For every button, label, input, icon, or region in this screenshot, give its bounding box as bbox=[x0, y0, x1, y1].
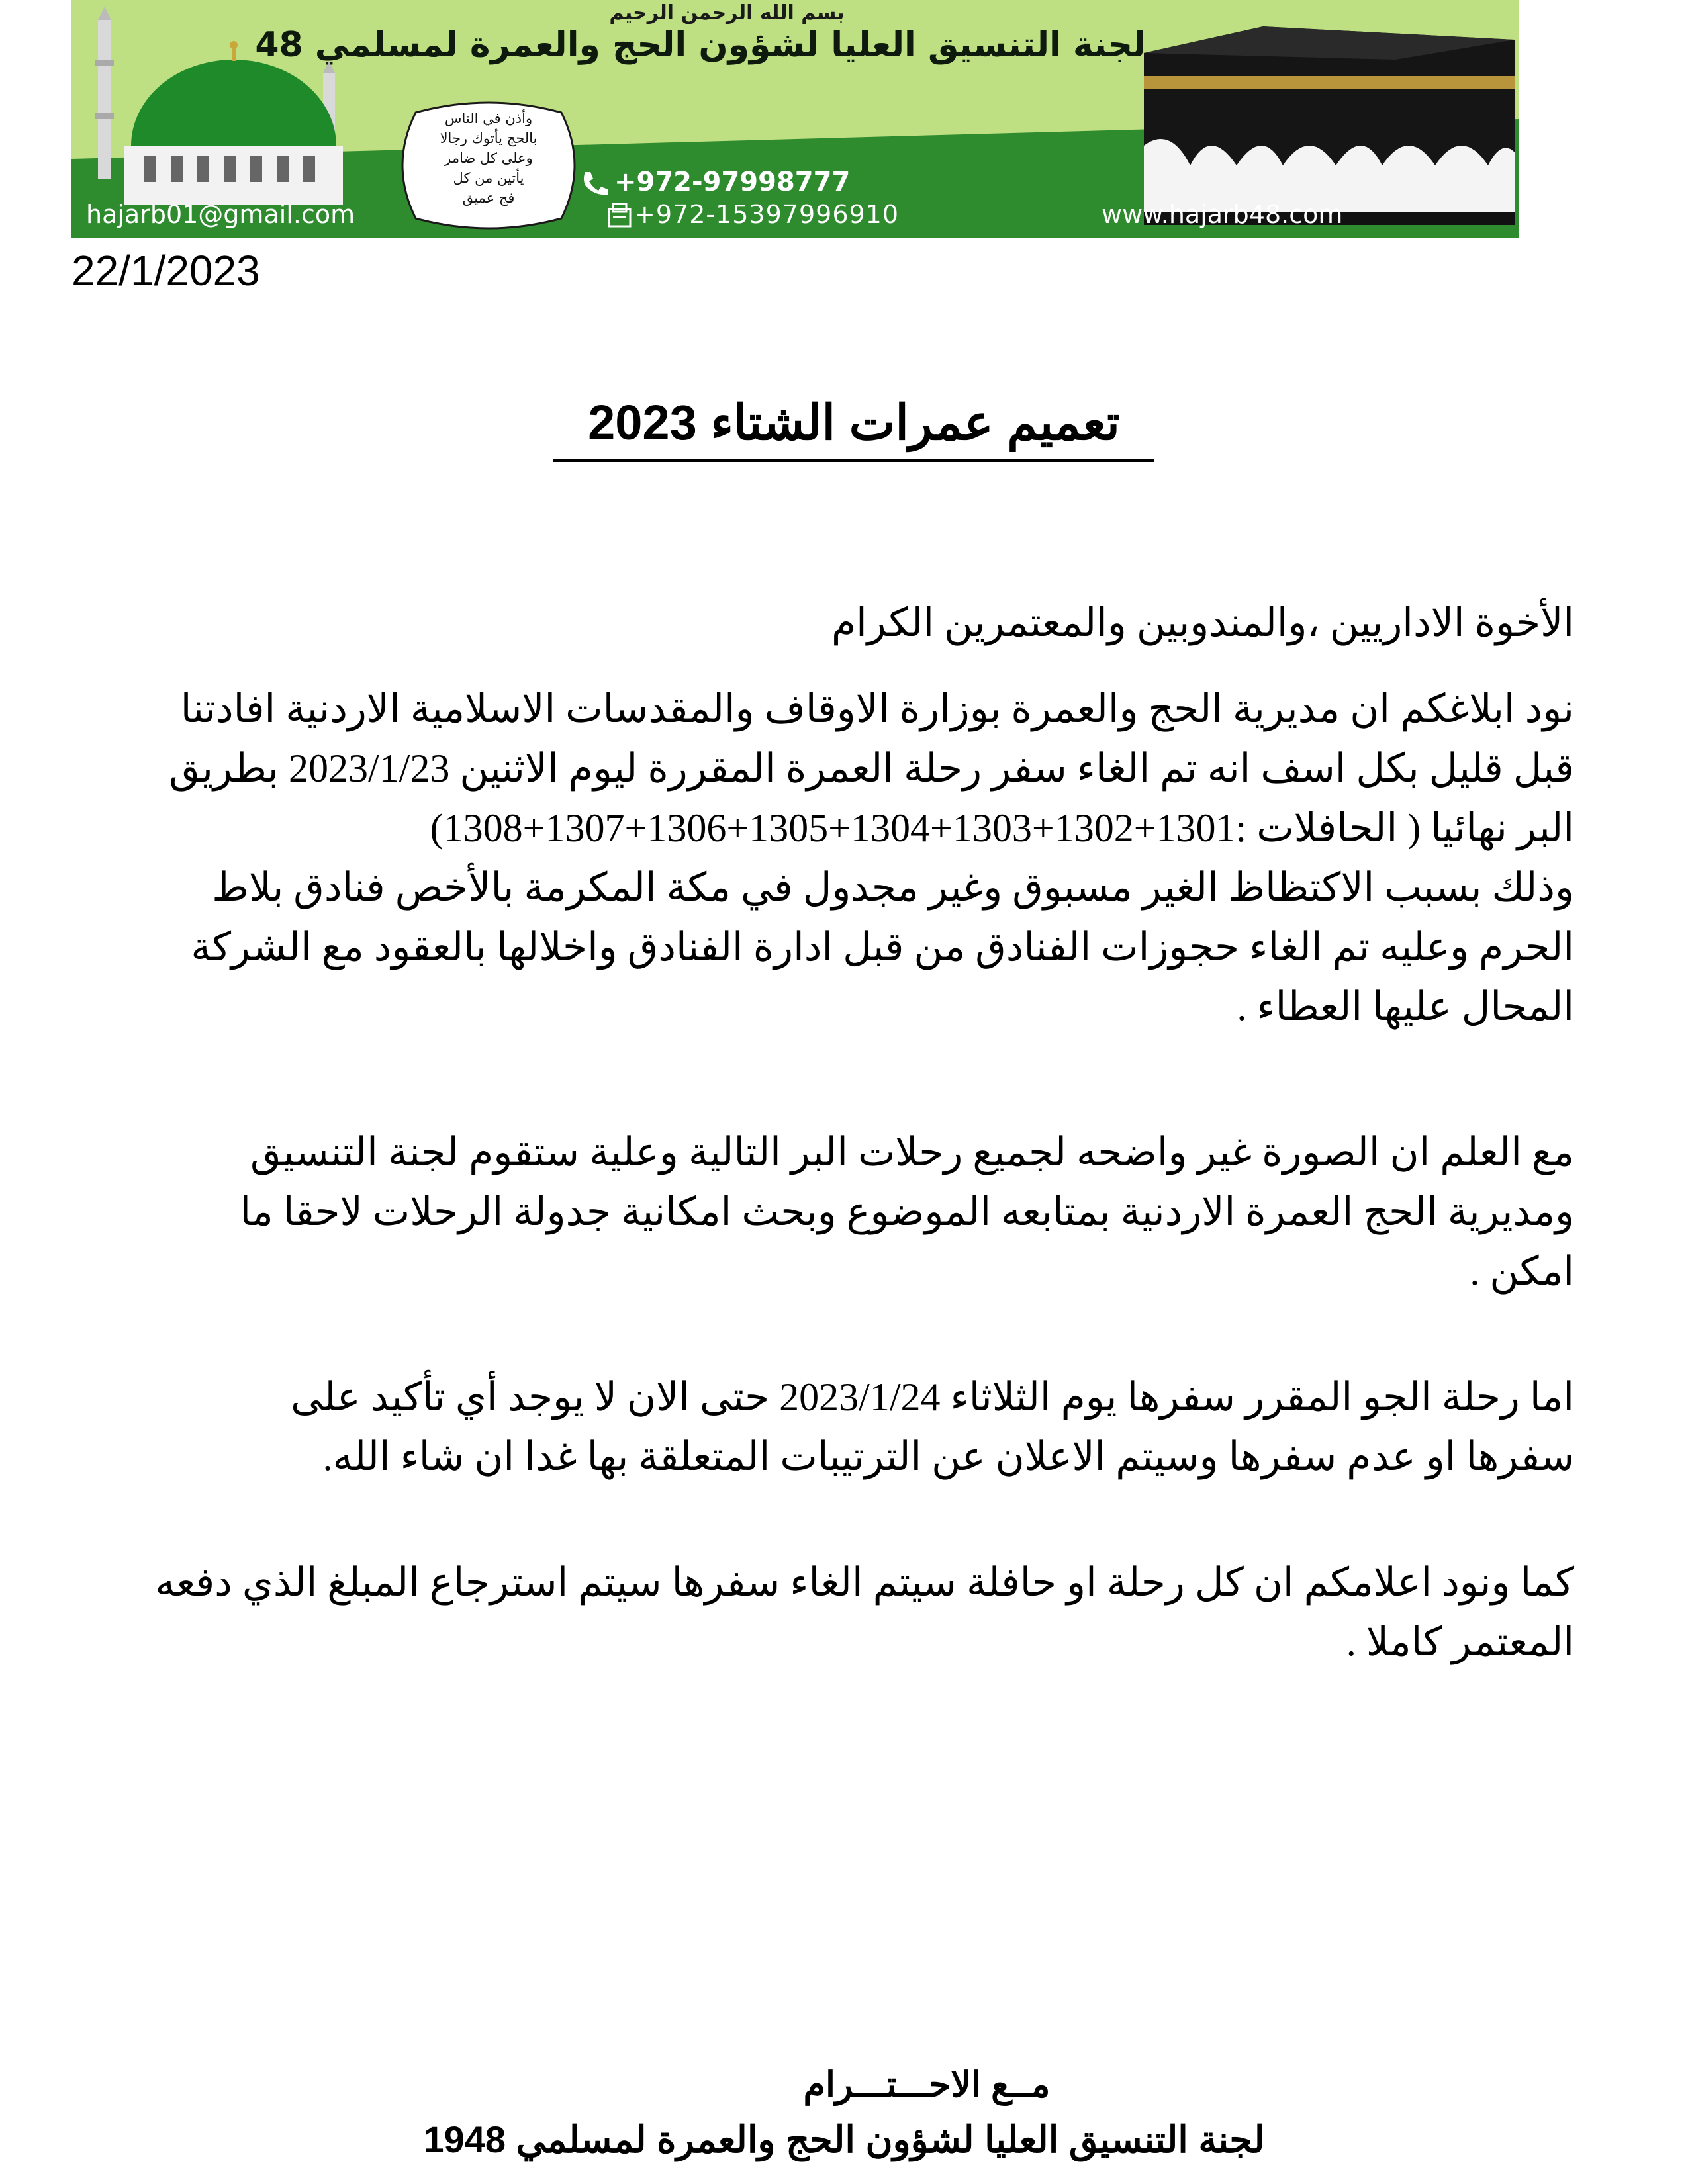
fax-number[interactable]: +972-15397996910 bbox=[634, 200, 900, 229]
quran-verse-badge bbox=[389, 99, 588, 232]
paragraph-refund bbox=[71, 1553, 1574, 1672]
paragraph-line: كما ونود اعلامكم ان كل رحلة او حافلة سيتم الغاء سفرها سيتم استرجاع المبلغ الذي دفعه bbox=[155, 1561, 1574, 1604]
paragraph-line: ومديرية الحج العمرة الاردنية بمتابعه الموضوع وبحث امكانية جدولة الرحلات لاحقا ما bbox=[240, 1190, 1574, 1234]
paragraph-line: البر نهائيا ( الحافلات :1301+1302+1303+1304+1305+1306+1307+1308) bbox=[430, 806, 1574, 850]
paragraph-line: سفرها او عدم سفرها وسيتم الاعلان عن الترتيبات المتعلقة بها غدا ان شاء الله. bbox=[322, 1435, 1574, 1479]
phone-icon bbox=[581, 169, 610, 196]
paragraph-line: مع العلم ان الصورة غير واضحه لجميع رحلات البر التالية وعلية ستقوم لجنة التنسيق bbox=[250, 1130, 1574, 1174]
banner-org-title: لجنة التنسيق العليا لشؤون الحج والعمرة لمسلمي 48 bbox=[255, 25, 1146, 65]
paragraph-line: اما رحلة الجو المقرر سفرها يوم الثلاثاء 2023/1/24 حتى الان لا يوجد أي تأكيد على bbox=[291, 1375, 1574, 1419]
paragraph-line: قبل قليل بكل اسف انه تم الغاء سفر رحلة العمرة المقررة ليوم الاثنين 2023/1/23 بطريق bbox=[169, 747, 1574, 790]
title-underline bbox=[553, 459, 1154, 462]
phone-number[interactable]: +972-97998777 bbox=[614, 167, 851, 197]
verse-line: فج عميق bbox=[462, 190, 515, 206]
paragraph-line: نود ابلاغكم ان مديرية الحج والعمرة بوزارة الاوقاف والمقدسات الاسلامية الاردنية افادتنا bbox=[180, 687, 1574, 731]
signature-organization: لجنة التنسيق العليا لشؤون الحج والعمرة لمسلمي 1948 bbox=[423, 2118, 1265, 2160]
paragraph-line: المعتمر كاملا . bbox=[1346, 1620, 1574, 1664]
website-link[interactable]: www.hajarb48.com bbox=[1102, 200, 1343, 229]
verse-line: وأذن في الناس bbox=[444, 111, 533, 126]
paragraph-line: امكن . bbox=[1470, 1250, 1574, 1293]
paragraph-followup bbox=[71, 1122, 1574, 1301]
email-address[interactable]: hajarb01@gmail.com bbox=[86, 200, 355, 229]
paragraph-cancellation bbox=[71, 679, 1574, 1036]
salutation-line: الأخوة الاداريين ،والمندوبين والمعتمرين الكرام bbox=[831, 601, 1574, 645]
verse-line: بالحج يأتوك رجالا bbox=[440, 130, 538, 146]
verse-line: وعلى كل ضامر bbox=[444, 150, 533, 166]
fax-icon bbox=[606, 203, 633, 229]
verse-line: يأتين من كل bbox=[453, 170, 524, 186]
paragraph-line: وذلك بسبب الاكتظاظ الغير مسبوق وغير مجدول في مكة المكرمة بالأخص فنادق بلاط bbox=[212, 866, 1574, 909]
basmala-text: بسم الله الرحمن الرحيم bbox=[609, 1, 845, 24]
verse-text bbox=[416, 99, 561, 232]
closing-regards: مــع الاحـــتـــرام bbox=[803, 2065, 1051, 2105]
document-date: 22/1/2023 bbox=[71, 247, 260, 295]
document-title: تعميم عمرات الشتاء 2023 bbox=[588, 395, 1120, 450]
paragraph-air-trip bbox=[71, 1367, 1574, 1486]
paragraph-line: المحال عليها العطاء . bbox=[1237, 985, 1574, 1028]
paragraph-line: الحرم وعليه تم الغاء حجوزات الفنادق من قبل ادارة الفنادق واخلالها بالعقود مع الشركة bbox=[191, 925, 1574, 969]
salutation bbox=[71, 593, 1574, 653]
letterhead-banner bbox=[71, 0, 1519, 238]
